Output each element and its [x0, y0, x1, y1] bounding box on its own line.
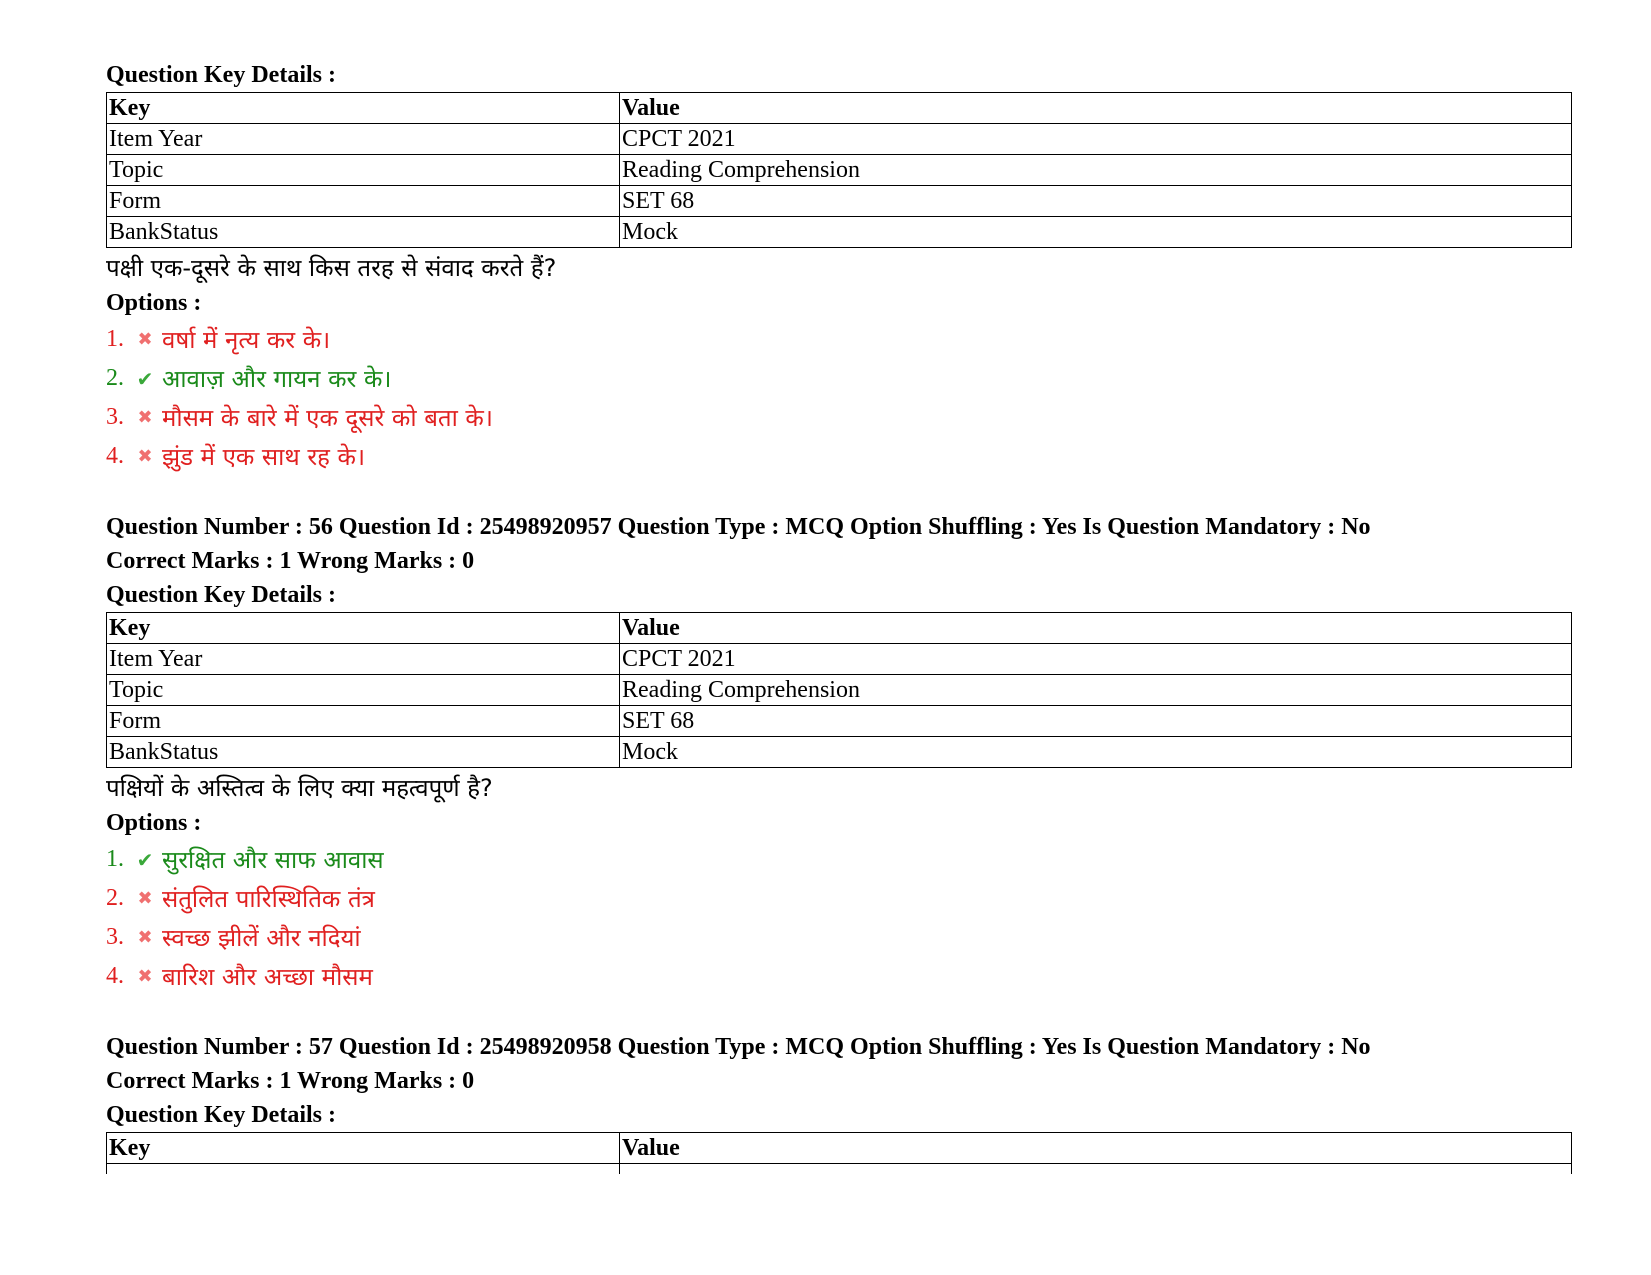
cross-icon: ✖ [137, 407, 153, 428]
table-header-row [107, 1133, 1572, 1164]
spacer [106, 476, 1576, 510]
value-cell: CPCT 2021 [620, 644, 1572, 675]
option-text: आवाज़ और गायन कर के। [162, 365, 392, 393]
table-row [107, 124, 1572, 155]
value-header-cell: Value [620, 93, 1572, 124]
option-number: 3. [106, 404, 124, 430]
key-cell: Item Year [107, 124, 620, 155]
question-text: पक्षियों के अस्तित्व के लिए क्या महत्वपूर्ण है? [106, 774, 493, 802]
option-text: वर्षा में नृत्य कर के। [162, 326, 331, 354]
marks-line: Correct Marks : 1 Wrong Marks : 0 [106, 548, 475, 574]
key-cell: Form [107, 186, 620, 217]
table-row [107, 155, 1572, 186]
spacer [106, 996, 1576, 1030]
option-item [106, 957, 1576, 996]
value-cell: Reading Comprehension [620, 155, 1572, 186]
cross-icon: ✖ [137, 888, 153, 909]
key-details-table [106, 1132, 1572, 1174]
option-text: मौसम के बारे में एक दूसरे को बता के। [162, 404, 493, 432]
table-row [107, 186, 1572, 217]
cross-icon: ✖ [137, 446, 153, 467]
key-cell: Topic [107, 675, 620, 706]
marks-line: Correct Marks : 1 Wrong Marks : 0 [106, 1068, 475, 1094]
value-cell: CPCT 2021 [620, 124, 1572, 155]
option-number: 2. [106, 365, 124, 391]
option-number: 1. [106, 326, 124, 352]
option-item [106, 398, 1576, 437]
cross-icon: ✖ [137, 329, 153, 350]
value-cell [620, 1164, 1572, 1175]
cross-icon: ✖ [137, 966, 153, 987]
truncated-table-wrapper [106, 1132, 1576, 1174]
option-item [106, 320, 1576, 359]
cross-icon: ✖ [137, 927, 153, 948]
table-row [107, 644, 1572, 675]
table-row [107, 675, 1572, 706]
option-number: 3. [106, 924, 124, 950]
option-item [106, 359, 1576, 398]
option-text: बारिश और अच्छा मौसम [162, 963, 373, 991]
value-header-cell: Value [620, 613, 1572, 644]
key-details-heading: Question Key Details : [106, 582, 336, 608]
table-row [107, 706, 1572, 737]
option-text: संतुलित पारिस्थितिक तंत्र [162, 885, 375, 913]
table-row [107, 217, 1572, 248]
key-cell: BankStatus [107, 217, 620, 248]
key-cell: Topic [107, 155, 620, 186]
option-item [106, 918, 1576, 957]
key-details-heading: Question Key Details : [106, 62, 336, 88]
key-header-cell: Key [107, 93, 620, 124]
option-number: 2. [106, 885, 124, 911]
key-cell: Form [107, 706, 620, 737]
option-number: 4. [106, 963, 124, 989]
table-row [107, 737, 1572, 768]
check-icon: ✔ [136, 847, 154, 872]
key-cell [107, 1164, 620, 1175]
check-icon: ✔ [136, 366, 154, 391]
option-text: झुंड में एक साथ रह के। [162, 443, 366, 471]
value-cell: Mock [620, 737, 1572, 768]
question-header: Question Number : 57 Question Id : 25498920958 Question Type : MCQ Option Shuffling : Yes Is Question Mandatory : No [106, 1034, 1371, 1060]
option-item [106, 879, 1576, 918]
option-number: 4. [106, 443, 124, 469]
question-text: पक्षी एक-दूसरे के साथ किस तरह से संवाद करते हैं? [106, 254, 557, 282]
value-header-cell: Value [620, 1133, 1572, 1164]
value-cell: SET 68 [620, 186, 1572, 217]
question-header: Question Number : 56 Question Id : 25498920957 Question Type : MCQ Option Shuffling : Yes Is Question Mandatory : No [106, 514, 1371, 540]
key-details-table [106, 612, 1572, 768]
key-header-cell: Key [107, 1133, 620, 1164]
option-text: सुरक्षित और साफ आवास [162, 846, 384, 874]
options-label: Options : [106, 810, 202, 836]
key-cell: Item Year [107, 644, 620, 675]
key-details-heading: Question Key Details : [106, 1102, 336, 1128]
key-cell: BankStatus [107, 737, 620, 768]
options-label: Options : [106, 290, 202, 316]
key-header-cell: Key [107, 613, 620, 644]
value-cell: SET 68 [620, 706, 1572, 737]
value-cell: Mock [620, 217, 1572, 248]
option-item [106, 437, 1576, 476]
document-page [106, 58, 1576, 1174]
table-row [107, 1164, 1572, 1175]
table-header-row [107, 613, 1572, 644]
option-text: स्वच्छ झीलें और नदियां [162, 924, 361, 952]
value-cell: Reading Comprehension [620, 675, 1572, 706]
key-details-table [106, 92, 1572, 248]
option-number: 1. [106, 846, 124, 872]
option-item [106, 840, 1576, 879]
table-header-row [107, 93, 1572, 124]
